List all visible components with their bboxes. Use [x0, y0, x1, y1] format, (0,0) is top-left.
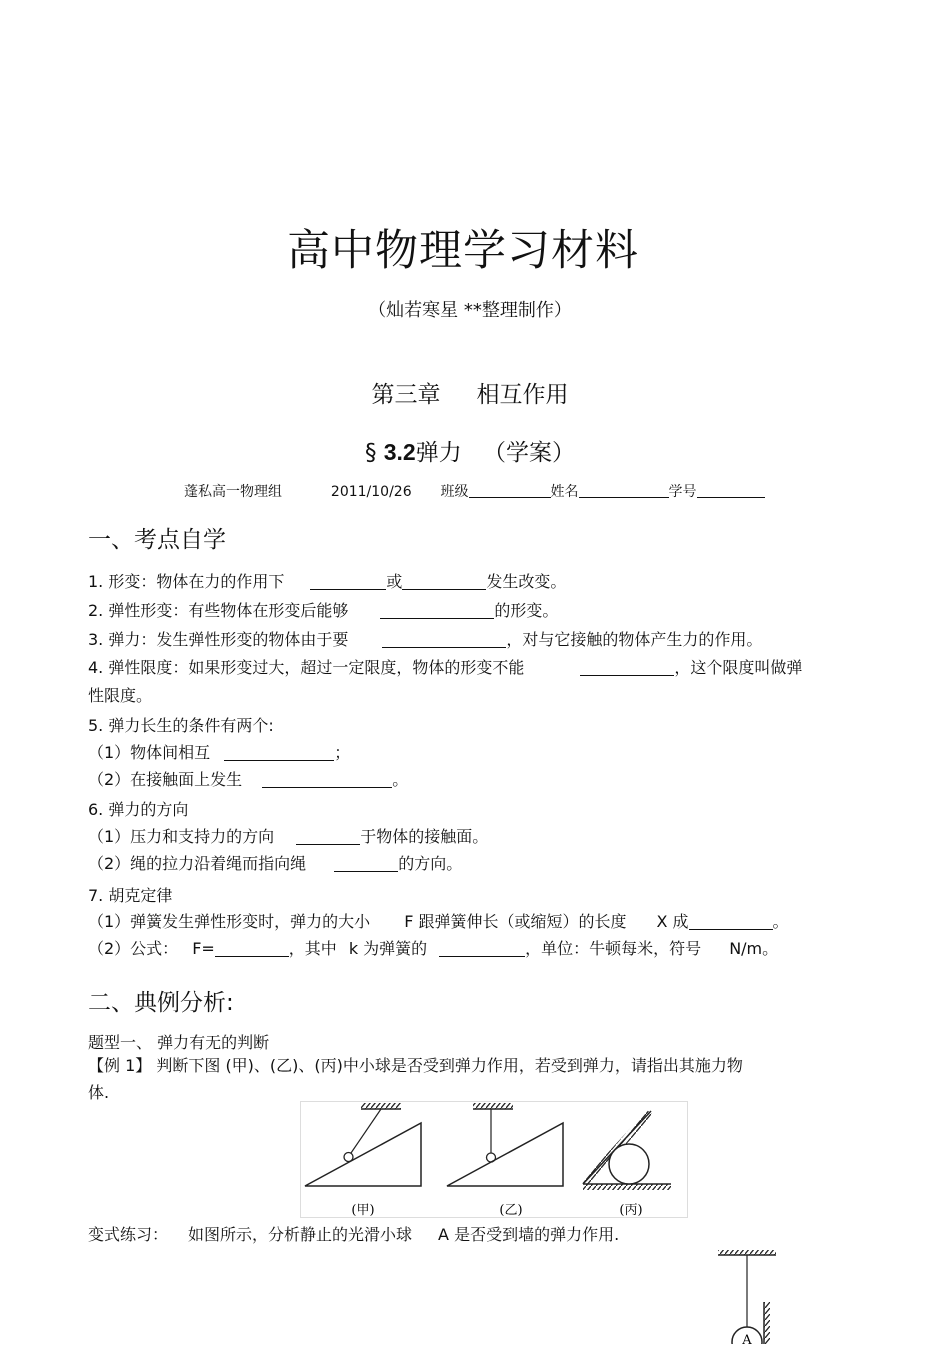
id-blank[interactable]	[697, 483, 765, 498]
item-1-or: 或	[386, 572, 403, 591]
item-3-end: ，对与它接触的物体产生力的作用。	[506, 630, 763, 649]
blank-6-1[interactable]	[296, 828, 360, 845]
item-5: 5. 弹力长生的条件有两个:	[88, 716, 274, 735]
item-7-2-symbol: N/m。	[729, 939, 779, 958]
item-1	[88, 569, 566, 592]
document-title: 高中物理学习材料	[287, 226, 639, 276]
figure-jia	[305, 1103, 421, 1218]
item-7-2-unit: ，单位：牛顿每米，符号	[525, 939, 702, 958]
variant-figure-drawing	[710, 1248, 790, 1344]
item-1-end: 发生改变。	[486, 572, 567, 591]
figure-bing	[581, 1110, 671, 1218]
item-7-2	[88, 936, 778, 959]
blank-2[interactable]	[380, 602, 494, 619]
variant-label: 变式练习：	[88, 1225, 169, 1244]
variant-figure	[710, 1248, 790, 1344]
group-name: 蓬私高一物理组	[184, 484, 282, 500]
variant-text: 如图所示，分析静止的光滑小球	[188, 1225, 413, 1244]
item-7-1-end: 。	[772, 912, 789, 931]
part2-heading: 二、典例分析:	[88, 990, 234, 1016]
class-blank[interactable]	[469, 483, 551, 498]
item-7-1-mid: F 跟弹簧伸长（或缩短）的长度	[404, 912, 627, 931]
item-5-1-end: ；	[334, 743, 351, 762]
item-3-text: 3. 弹力：发生弹性形变的物体由于要	[88, 630, 349, 649]
item-5-2-end: 。	[392, 770, 409, 789]
blank-7-2a[interactable]	[215, 940, 289, 957]
class-label: 班级	[440, 484, 469, 500]
blank-7-1[interactable]	[689, 913, 773, 930]
variant-exercise	[88, 1222, 619, 1245]
item-6-1	[88, 824, 488, 847]
item-6-2-text: （2）绳的拉力沿着绳而指向绳	[88, 854, 307, 873]
ball-label-a: A	[742, 1333, 752, 1344]
blank-1a[interactable]	[310, 573, 386, 590]
item-4-text: 4. 弹性限度：如果形变过大，超过一定限度，物体的形变不能	[88, 658, 525, 677]
blank-7-2b[interactable]	[439, 940, 525, 957]
item-7-2-text: （2）公式：	[88, 939, 179, 958]
formula-f: F=	[192, 939, 215, 958]
label-bing: (丙)	[619, 1203, 643, 1218]
item-7-1-text: （1）弹簧发生弹性形变时，弹力的大小	[88, 912, 371, 931]
item-5-2	[88, 767, 408, 790]
item-6-2-end: 的方向。	[398, 854, 463, 873]
name-label: 姓名	[550, 484, 579, 500]
id-label: 学号	[668, 484, 697, 500]
item-2-end: 的形变。	[494, 601, 559, 620]
example-1-cont: 体.	[88, 1083, 110, 1102]
item-5-2-text: （2）在接触面上发生	[88, 770, 243, 789]
document-subtitle: （灿若寒星 **整理制作）	[368, 300, 572, 321]
item-7-1-x: X 成	[656, 912, 689, 931]
blank-4[interactable]	[580, 659, 674, 676]
item-5-1-text: （1）物体间相互	[88, 743, 211, 762]
section-type: （学案）	[483, 440, 576, 466]
item-5-1	[88, 740, 350, 763]
item-7-1	[88, 909, 789, 932]
name-blank[interactable]	[579, 483, 669, 498]
item-3	[88, 627, 762, 650]
item-6-2	[88, 851, 462, 874]
item-6-1-end: 于物体的接触面。	[360, 827, 489, 846]
blank-5-1[interactable]	[224, 744, 334, 761]
item-7-2-k: k 为弹簧的	[348, 939, 428, 958]
section-mark: §	[364, 440, 377, 466]
date: 2011/10/26	[330, 484, 412, 500]
item-7-2-where: ，其中	[288, 939, 337, 958]
label-yi: (乙)	[499, 1203, 523, 1218]
item-6: 6. 弹力的方向	[88, 800, 189, 819]
example-figure	[300, 1101, 688, 1218]
section-heading	[0, 434, 940, 467]
item-1-text: 1. 形变：物体在力的作用下	[88, 572, 285, 591]
label-jia: (甲)	[351, 1203, 375, 1218]
item-4-end: ，这个限度叫做弹	[674, 658, 803, 677]
item-7: 7. 胡克定律	[88, 886, 173, 905]
chapter-number: 第三章	[371, 382, 441, 408]
part1-heading: 一、考点自学	[88, 527, 226, 553]
student-info-row	[184, 481, 765, 501]
blank-1b[interactable]	[402, 573, 486, 590]
section-number: 3.2	[383, 439, 416, 465]
variant-text-end: A 是否受到墙的弹力作用.	[438, 1225, 620, 1244]
question-type-1: 题型一、 弹力有无的判断	[88, 1033, 270, 1052]
chapter-heading	[0, 376, 940, 409]
figure-yi	[447, 1103, 563, 1218]
example-1: 【例 1】 判断下图 (甲)、(乙)、(丙)中小球是否受到弹力作用，若受到弹力，请指出其施力物	[88, 1056, 743, 1075]
example-figure-drawing	[301, 1102, 689, 1219]
blank-5-2[interactable]	[262, 771, 392, 788]
section-name: 弹力	[415, 440, 462, 466]
item-4	[88, 655, 802, 678]
item-2-text: 2. 弹性形变：有些物体在形变后能够	[88, 601, 349, 620]
item-2	[88, 598, 558, 621]
item-6-1-text: （1）压力和支持力的方向	[88, 827, 275, 846]
item-4-cont: 性限度。	[88, 686, 153, 705]
blank-3[interactable]	[382, 631, 506, 648]
blank-6-2[interactable]	[334, 855, 398, 872]
chapter-topic: 相互作用	[476, 382, 569, 408]
